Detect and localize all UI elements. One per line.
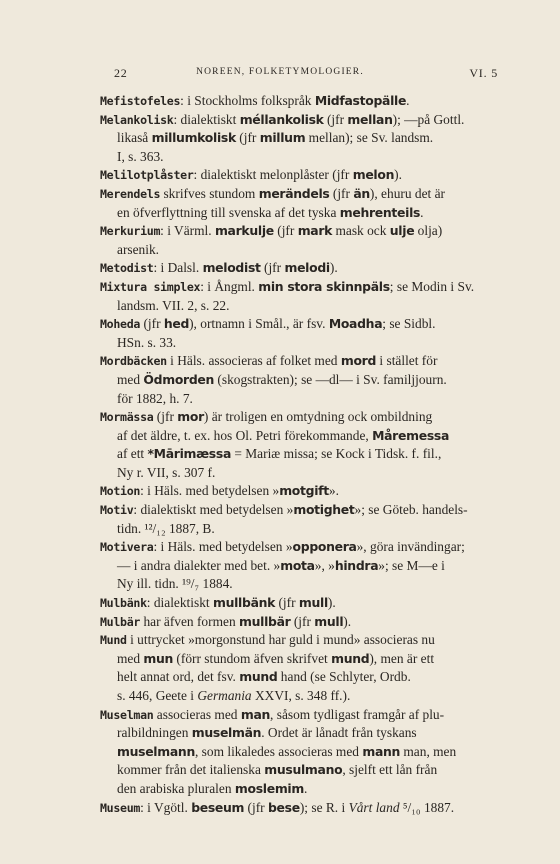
emphasized-word: hed xyxy=(163,316,190,332)
emphasized-word: bese xyxy=(267,799,300,815)
entry-text: arsenik. xyxy=(117,241,160,257)
entry-text: Ny ill. tidn. ¹⁹/₇ 1884. xyxy=(117,576,233,592)
entry-text: : i Dalsl. xyxy=(153,260,203,276)
headword: Mulbänk xyxy=(100,596,147,611)
entry-text: med xyxy=(117,371,144,387)
entry-text: den arabiska pluralen xyxy=(117,780,235,796)
entry-text: landsm. VII. 2, s. 22. xyxy=(117,297,230,313)
entry-text: : i Häls. med betydelsen » xyxy=(153,539,293,555)
entry-text: hand (se Schlyter, Ordb. xyxy=(277,669,411,685)
entry-text: s. 446, Geete i xyxy=(117,688,198,703)
headword: Mixtura simplex xyxy=(100,279,201,294)
entry-text: (jfr xyxy=(260,260,285,276)
section-number: VI. 5 xyxy=(469,66,498,80)
emphasized-word: Måremessa xyxy=(372,427,450,443)
entry-text: (jfr xyxy=(290,613,315,629)
entry-text: : dialektiskt med betydelsen » xyxy=(133,502,294,518)
entry-line xyxy=(100,464,510,483)
entry-text: med xyxy=(117,650,144,666)
emphasized-word: motgift xyxy=(279,483,329,499)
emphasized-word: melodi xyxy=(284,260,330,276)
headword: Motivera xyxy=(100,540,154,555)
headword: Motiv xyxy=(100,503,134,518)
entry-line xyxy=(100,278,510,297)
emphasized-word: mark xyxy=(297,223,333,239)
emphasized-word: hindra xyxy=(334,557,379,573)
emphasized-word: Ödmorden xyxy=(143,371,215,387)
entry-line xyxy=(100,743,510,762)
entry-text: ). xyxy=(327,595,336,611)
entry-text: », » xyxy=(314,557,335,573)
entry-line xyxy=(100,799,510,818)
dictionary-entry xyxy=(100,594,510,613)
headword: Mulbär xyxy=(100,614,141,629)
emphasized-word: mor xyxy=(177,409,204,425)
headword: Museum xyxy=(100,800,141,815)
entry-text: I, s. 363. xyxy=(117,148,164,164)
entry-text: ), ehuru det är xyxy=(369,185,446,201)
entry-line xyxy=(100,445,510,464)
entry-text: — i andra dialekter med bet. » xyxy=(117,557,281,573)
entry-text: (jfr xyxy=(275,595,299,611)
emphasized-word: Moadha xyxy=(328,316,383,332)
entry-line xyxy=(100,241,510,260)
entry-text: , sjelft ett lån från xyxy=(342,762,438,778)
headword: Mordbäcken xyxy=(100,354,167,369)
entry-text: (jfr xyxy=(323,111,348,127)
entry-text: : i Häls. med betydelsen » xyxy=(140,483,280,499)
emphasized-word: méllankolisk xyxy=(239,111,324,127)
entry-text: associeras med xyxy=(153,706,241,722)
entry-text: ⁵/₁₀ 1887. xyxy=(399,799,455,815)
entry-text: : i Ångml. xyxy=(200,278,259,294)
entry-text: har äfven formen xyxy=(140,613,239,629)
entry-text: ) är troligen en omtydning ock ombildning xyxy=(203,409,433,425)
entry-text: . xyxy=(304,780,308,796)
emphasized-word: mota xyxy=(280,557,315,573)
entry-line xyxy=(100,371,510,390)
entry-text: (jfr xyxy=(273,223,298,239)
headword: Mund xyxy=(100,633,127,648)
entry-text: ». xyxy=(328,483,339,499)
dictionary-entry xyxy=(100,482,510,501)
dictionary-entry xyxy=(100,408,510,482)
entry-line xyxy=(100,575,510,594)
emphasized-word: opponera xyxy=(292,539,357,555)
entry-line xyxy=(100,92,510,111)
emphasized-word: mullbär xyxy=(239,613,291,629)
entry-line xyxy=(100,650,510,669)
emphasized-word: mehrenteils xyxy=(339,204,421,220)
entry-text: mellan); se Sv. landsm. xyxy=(305,130,434,146)
emphasized-word: mull xyxy=(298,595,328,611)
entry-line xyxy=(100,315,510,334)
emphasized-word: mund xyxy=(331,650,370,666)
entry-text: likaså xyxy=(117,130,152,146)
emphasized-word: *Mārimæssa xyxy=(147,446,232,462)
entry-line xyxy=(100,538,510,557)
entry-text: : dialektiskt xyxy=(146,595,213,611)
headword: Melilotplåster xyxy=(100,168,194,183)
entry-text: , som likaledes associeras med xyxy=(194,743,363,759)
dictionary-entry xyxy=(100,613,510,632)
emphasized-word: mann xyxy=(362,743,401,759)
entry-text: ); —på Gottl. xyxy=(392,111,465,127)
entry-line xyxy=(100,334,510,353)
entry-text: för 1882, h. 7. xyxy=(117,390,193,406)
emphasized-word: markulje xyxy=(214,223,274,239)
entry-line xyxy=(100,724,510,743)
entry-line xyxy=(100,166,510,185)
emphasized-word: man xyxy=(240,706,271,722)
entry-text: tidn. ¹²/₁₂ 1887, B. xyxy=(117,520,215,536)
entry-line xyxy=(100,111,510,130)
entry-text: en öfverflyttning till svenska af det tyska xyxy=(117,204,340,220)
entry-text: : i Stockholms folkspråk xyxy=(180,93,315,108)
dictionary-entry xyxy=(100,111,510,167)
dictionary-entry xyxy=(100,706,510,799)
entry-text: . xyxy=(406,93,410,108)
emphasized-word: muselmän xyxy=(191,725,262,741)
entry-line xyxy=(100,259,510,278)
entry-text: ). xyxy=(329,260,338,276)
dictionary-entry xyxy=(100,538,510,594)
headword: Merkurium xyxy=(100,224,161,239)
entry-text: skrifves stundom xyxy=(160,185,259,201)
headword: Motion xyxy=(100,484,141,499)
entry-line xyxy=(100,761,510,780)
entry-line xyxy=(100,557,510,576)
running-header xyxy=(0,66,560,82)
emphasized-word: melon xyxy=(352,167,395,183)
entry-text: helt annat ord, det fsv. xyxy=(117,669,240,685)
entry-text: (jfr xyxy=(153,409,178,425)
entry-line xyxy=(100,482,510,501)
entry-line xyxy=(100,706,510,725)
entry-text: i stället för xyxy=(376,353,438,369)
headword: Mormässa xyxy=(100,410,154,425)
entry-line xyxy=(100,427,510,446)
emphasized-word: mullbänk xyxy=(212,595,276,611)
entry-line xyxy=(100,668,510,687)
entry-line xyxy=(100,185,510,204)
entry-line xyxy=(100,222,510,241)
entry-text: (skogstrakten); se —dl— i Sv. familjjourn. xyxy=(214,371,447,387)
emphasized-word: än xyxy=(353,185,370,201)
emphasized-word: ulje xyxy=(389,223,415,239)
headword: Metodist xyxy=(100,261,154,276)
entry-line xyxy=(100,594,510,613)
entry-text: ), ortnamn i Smål., är fsv. xyxy=(189,316,329,332)
entry-text: ). xyxy=(394,167,402,183)
entry-text: = Mariæ missa; se Kock i Tidsk. f. fil., xyxy=(231,446,442,462)
running-title: NOREEN, FOLKETYMOLOGIER. xyxy=(196,67,364,77)
headword: Mefistofeles xyxy=(100,94,181,108)
entry-text: ; se Modin i Sv. xyxy=(389,278,475,294)
emphasized-word: beseum xyxy=(191,799,245,815)
entry-line xyxy=(100,631,510,650)
dictionary-entry xyxy=(100,92,510,111)
entry-line xyxy=(100,204,510,223)
dictionary-entry xyxy=(100,278,510,315)
emphasized-word: mun xyxy=(143,650,174,666)
entry-line xyxy=(100,390,510,409)
entry-text: », göra invändingar; xyxy=(356,539,465,555)
entry-text: kommer från det italienska xyxy=(117,762,265,778)
entry-text: Ny r. VII, s. 307 f. xyxy=(117,464,216,480)
page-number: 22 xyxy=(114,66,128,80)
entry-text: i uttrycket »morgonstund har guld i mund» associeras nu xyxy=(126,632,435,648)
entry-text: : i Vgötl. xyxy=(140,799,192,815)
entry-text: HSn. s. 33. xyxy=(117,334,177,350)
entry-text: ); se R. i xyxy=(299,799,349,815)
dictionary-entry xyxy=(100,315,510,352)
dictionary-entry xyxy=(100,166,510,185)
entry-text: XXVI, s. 348 ff.). xyxy=(251,688,351,703)
entry-line xyxy=(100,501,510,520)
entry-line xyxy=(100,613,510,632)
entry-line xyxy=(100,352,510,371)
italic-text: Vårt land xyxy=(348,799,400,815)
entry-text: . Ordet är lånadt från tyskans xyxy=(261,725,417,741)
entry-text: olja) xyxy=(414,223,443,239)
headword: Muselman xyxy=(100,707,154,722)
italic-text: Germania xyxy=(197,688,252,703)
emphasized-word: musulmano xyxy=(264,762,343,778)
entry-text: »; se Göteb. handels- xyxy=(354,502,468,518)
entry-text: (jfr xyxy=(244,799,268,815)
entry-line xyxy=(100,780,510,799)
entry-text: af ett xyxy=(117,446,148,462)
entry-text: , såsom tydligast framgår af plu- xyxy=(270,706,445,722)
dictionary-entry xyxy=(100,631,510,705)
entry-line xyxy=(100,687,510,706)
dictionary-entry xyxy=(100,259,510,278)
entry-line xyxy=(100,297,510,316)
entry-text: man, men xyxy=(400,743,457,759)
emphasized-word: muselmann xyxy=(117,743,195,759)
headword: Melankolisk xyxy=(100,112,174,127)
entry-line xyxy=(100,408,510,427)
emphasized-word: mull xyxy=(314,613,344,629)
entry-text: ; se Sidbl. xyxy=(382,316,436,332)
entry-text: af det äldre, t. ex. hos Ol. Petri förekommande, xyxy=(117,427,373,443)
entry-text: (förr stundom äfven skrifvet xyxy=(173,650,332,666)
entry-text: ), men är ett xyxy=(369,650,435,666)
entry-text: (jfr xyxy=(329,185,354,201)
headword: Moheda xyxy=(100,317,141,332)
emphasized-word: min stora skinnpäls xyxy=(258,278,390,294)
entry-text: . xyxy=(420,204,424,220)
dictionary-entry xyxy=(100,501,510,538)
entry-line xyxy=(100,520,510,539)
emphasized-word: mund xyxy=(239,669,278,685)
entry-text: : i Värml. xyxy=(160,223,215,239)
dictionary-entry xyxy=(100,222,510,259)
entry-text: : dialektiskt xyxy=(173,111,240,127)
emphasized-word: merändels xyxy=(258,185,330,201)
dictionary-entry xyxy=(100,799,510,818)
emphasized-word: mord xyxy=(340,353,377,369)
emphasized-word: melodist xyxy=(202,260,261,276)
entry-line xyxy=(100,129,510,148)
entry-text: i Häls. associeras af folket med xyxy=(166,353,341,369)
entry-text: ralbildningen xyxy=(117,725,192,741)
entry-text: (jfr xyxy=(235,130,260,146)
dictionary-entry xyxy=(100,185,510,222)
emphasized-word: millumkolisk xyxy=(151,130,236,146)
entry-text: mask ock xyxy=(332,223,390,239)
entry-text: »; se M—e i xyxy=(378,557,445,573)
dictionary-entry xyxy=(100,352,510,408)
entry-line xyxy=(100,148,510,167)
entry-text: (jfr xyxy=(140,316,164,332)
emphasized-word: motighet xyxy=(293,502,355,518)
emphasized-word: moslemim xyxy=(234,780,304,796)
dictionary-entries xyxy=(100,92,510,817)
emphasized-word: mellan xyxy=(347,111,393,127)
emphasized-word: millum xyxy=(259,130,306,146)
entry-text: : dialektiskt melonplåster (jfr xyxy=(193,167,353,183)
emphasized-word: Midfastopälle xyxy=(314,93,407,108)
entry-text: ). xyxy=(343,613,352,629)
headword: Merendels xyxy=(100,186,161,201)
